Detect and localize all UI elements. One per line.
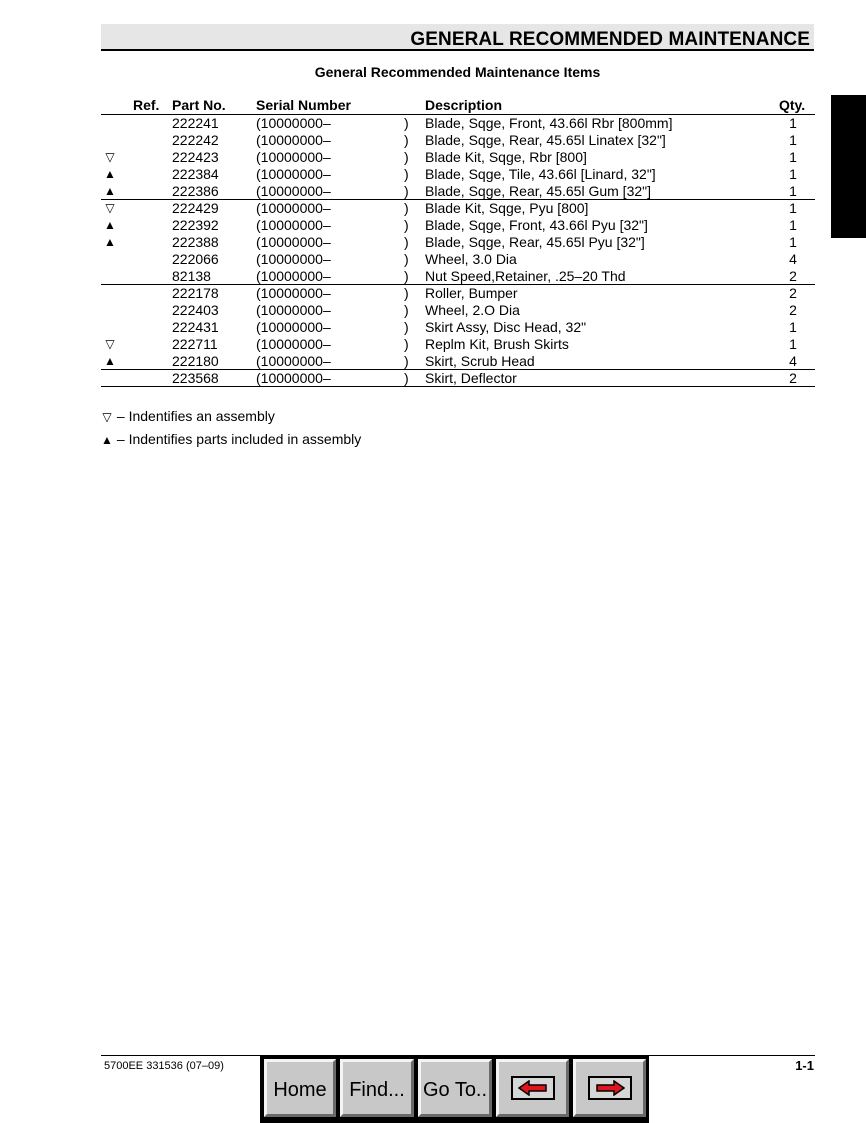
part-number: 223568 xyxy=(172,370,219,386)
column-header-ref: Ref. xyxy=(133,97,160,113)
part-description: Wheel, 2.O Dia xyxy=(425,302,520,318)
quantity: 2 xyxy=(789,268,797,284)
serial-number: (10000000– xyxy=(256,268,331,284)
goto-button-label: Go To.. xyxy=(422,1078,488,1101)
part-number: 222384 xyxy=(172,166,219,182)
serial-range-close: ) xyxy=(404,234,409,250)
serial-number: (10000000– xyxy=(256,336,331,352)
part-description: Blade, Sqge, Rear, 45.65l Linatex [32"] xyxy=(425,132,666,148)
table-row xyxy=(101,200,815,217)
serial-range-close: ) xyxy=(404,149,409,165)
part-number: 222241 xyxy=(172,115,219,131)
quantity: 1 xyxy=(789,149,797,165)
part-number: 82138 xyxy=(172,268,211,284)
part-number: 222242 xyxy=(172,132,219,148)
serial-range-close: ) xyxy=(404,353,409,369)
quantity: 2 xyxy=(789,370,797,386)
part-number: 222386 xyxy=(172,183,219,199)
serial-range-close: ) xyxy=(404,200,409,216)
part-description: Nut Speed,Retainer, .25–20 Thd xyxy=(425,268,626,284)
quantity: 1 xyxy=(789,200,797,216)
column-header-description: Description xyxy=(425,97,503,113)
table-row xyxy=(101,319,815,336)
filled-triangle-icon: ▲ xyxy=(101,433,113,447)
ref-marker: ▲ xyxy=(104,218,116,232)
table-row xyxy=(101,336,815,353)
part-description: Blade Kit, Sqge, Rbr [800] xyxy=(425,149,587,165)
serial-range-close: ) xyxy=(404,319,409,335)
part-number: 222423 xyxy=(172,149,219,165)
quantity: 1 xyxy=(789,183,797,199)
quantity: 1 xyxy=(789,234,797,250)
part-description: Blade, Sqge, Tile, 43.66l [Linard, 32"] xyxy=(425,166,656,182)
part-number: 222178 xyxy=(172,285,219,301)
table-row xyxy=(101,268,815,285)
previous-page-button[interactable] xyxy=(496,1059,569,1117)
serial-range-close: ) xyxy=(404,166,409,182)
legend-included-parts xyxy=(101,431,361,447)
column-header-serial: Serial Number xyxy=(256,97,351,113)
serial-number: (10000000– xyxy=(256,132,331,148)
ref-marker: ▲ xyxy=(104,235,116,249)
part-description: Blade, Sqge, Front, 43.66l Pyu [32"] xyxy=(425,217,648,233)
quantity: 1 xyxy=(789,217,797,233)
part-description: Blade, Sqge, Rear, 45.65l Pyu [32"] xyxy=(425,234,645,250)
serial-number: (10000000– xyxy=(256,370,331,386)
quantity: 4 xyxy=(789,353,797,369)
serial-range-close: ) xyxy=(404,183,409,199)
part-description: Wheel, 3.0 Dia xyxy=(425,251,517,267)
part-description: Replm Kit, Brush Skirts xyxy=(425,336,569,352)
serial-number: (10000000– xyxy=(256,200,331,216)
legend-assembly xyxy=(101,408,275,424)
serial-number: (10000000– xyxy=(256,302,331,318)
table-row xyxy=(101,370,815,387)
part-description: Roller, Bumper xyxy=(425,285,518,301)
goto-button[interactable] xyxy=(418,1059,492,1117)
serial-range-close: ) xyxy=(404,336,409,352)
ref-marker: ▲ xyxy=(104,167,116,181)
part-description: Skirt, Deflector xyxy=(425,370,517,386)
table-row xyxy=(101,132,815,149)
find-button[interactable] xyxy=(340,1059,414,1117)
ref-marker: ▽ xyxy=(105,150,115,164)
ref-marker: ▽ xyxy=(105,201,115,215)
page-header-bar xyxy=(101,24,814,51)
table-row xyxy=(101,115,815,132)
serial-number: (10000000– xyxy=(256,353,331,369)
column-header-qty: Qty. xyxy=(779,97,806,113)
table-row xyxy=(101,149,815,166)
home-button[interactable] xyxy=(264,1059,336,1117)
part-description: Blade, Sqge, Rear, 45.65l Gum [32"] xyxy=(425,183,651,199)
serial-number: (10000000– xyxy=(256,217,331,233)
legend-assembly-text: – Indentifies an assembly xyxy=(116,408,275,424)
part-description: Skirt, Scrub Head xyxy=(425,353,535,369)
part-description: Blade, Sqge, Front, 43.66l Rbr [800mm] xyxy=(425,115,673,131)
quantity: 2 xyxy=(789,285,797,301)
column-header-part-no: Part No. xyxy=(172,97,226,113)
serial-number: (10000000– xyxy=(256,251,331,267)
quantity: 1 xyxy=(789,115,797,131)
table-row xyxy=(101,251,815,268)
table-row xyxy=(101,353,815,370)
part-description: Skirt Assy, Disc Head, 32" xyxy=(425,319,587,335)
serial-number: (10000000– xyxy=(256,319,331,335)
quantity: 1 xyxy=(789,336,797,352)
quantity: 1 xyxy=(789,319,797,335)
part-number: 222392 xyxy=(172,217,219,233)
page-title: GENERAL RECOMMENDED MAINTENANCE xyxy=(410,29,810,50)
part-number: 222431 xyxy=(172,319,219,335)
part-description: Blade Kit, Sqge, Pyu [800] xyxy=(425,200,589,216)
page-number: 1-1 xyxy=(795,1058,814,1073)
serial-number: (10000000– xyxy=(256,166,331,182)
quantity: 2 xyxy=(789,302,797,318)
serial-number: (10000000– xyxy=(256,115,331,131)
table-row xyxy=(101,302,815,319)
serial-range-close: ) xyxy=(404,268,409,284)
table-row xyxy=(101,285,815,302)
serial-number: (10000000– xyxy=(256,234,331,250)
document-id: 5700EE 331536 (07–09) xyxy=(104,1060,224,1072)
part-number: 222429 xyxy=(172,200,219,216)
ref-marker: ▲ xyxy=(104,184,116,198)
table-title: General Recommended Maintenance Items xyxy=(314,64,601,80)
table-row xyxy=(101,234,815,251)
legend-included-parts-text: – Indentifies parts included in assembly xyxy=(116,431,362,447)
serial-range-close: ) xyxy=(404,251,409,267)
table-row xyxy=(101,217,815,234)
navigation-toolbar xyxy=(260,1055,649,1123)
table-row xyxy=(101,166,815,183)
serial-range-close: ) xyxy=(404,302,409,318)
table-row xyxy=(101,183,815,200)
ref-marker: ▲ xyxy=(104,354,116,368)
serial-number: (10000000– xyxy=(256,285,331,301)
find-button-label: Find... xyxy=(349,1078,405,1101)
quantity: 1 xyxy=(789,166,797,182)
part-number: 222180 xyxy=(172,353,219,369)
parts-table xyxy=(101,115,815,387)
right-arrow-icon xyxy=(588,1076,632,1100)
serial-range-close: ) xyxy=(404,132,409,148)
serial-range-close: ) xyxy=(404,115,409,131)
part-number: 222388 xyxy=(172,234,219,250)
serial-range-close: ) xyxy=(404,370,409,386)
serial-number: (10000000– xyxy=(256,149,331,165)
open-triangle-icon: ▽ xyxy=(102,410,112,424)
part-number: 222711 xyxy=(172,336,218,352)
part-number: 222066 xyxy=(172,251,219,267)
left-arrow-icon xyxy=(511,1076,555,1100)
section-tab-marker xyxy=(831,95,866,238)
serial-number: (10000000– xyxy=(256,183,331,199)
part-number: 222403 xyxy=(172,302,219,318)
quantity: 1 xyxy=(789,132,797,148)
home-button-label: Home xyxy=(273,1078,327,1101)
serial-range-close: ) xyxy=(404,285,409,301)
quantity: 4 xyxy=(789,251,797,267)
next-page-button[interactable] xyxy=(573,1059,646,1117)
serial-range-close: ) xyxy=(404,217,409,233)
ref-marker: ▽ xyxy=(105,337,115,351)
